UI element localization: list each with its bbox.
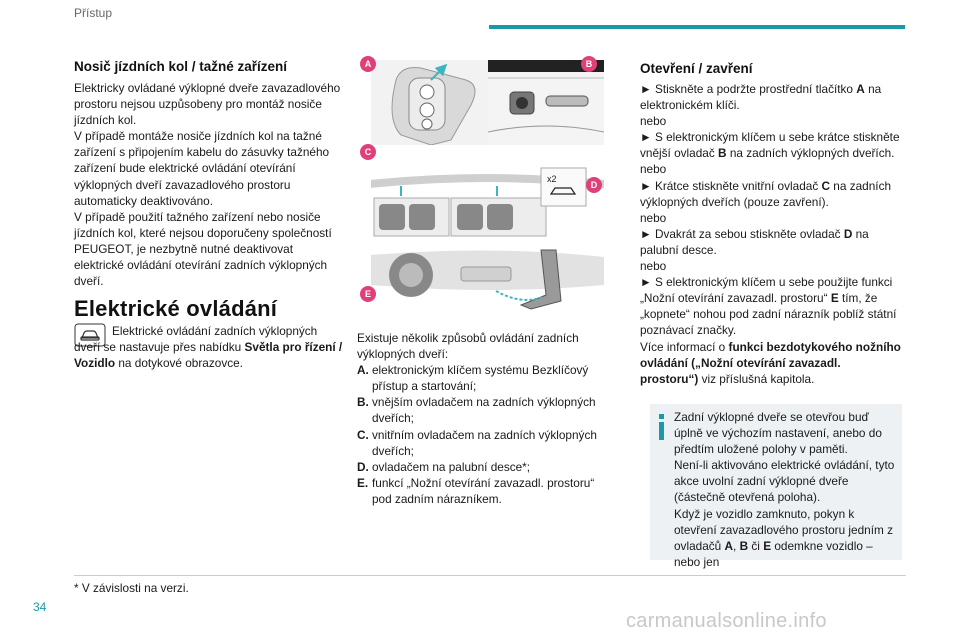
svg-text:x2: x2 (547, 174, 557, 184)
open-close-text: ► Stiskněte a podržte prostřední tlačítko A na elektronickém klíči. nebo ► S elektronickým klíčem u sebe krátce stiskněte vnější ovladač B na zadních výklopných dveřích. nebo ► Krátce stiskněte vnitřní ovladač C na zadních výklopných dveřích (pouze zavření). nebo ► Dvakrát za sebou stiskněte ovladač D na palubní desce. nebo ► S elektronickým klíčem u sebe použijte funkci „Nožní otevírání zavazadl. prostoru“ E tím, že „kopnete“ nohou pod zadní nárazník poblíž státní poznávací značky. Více informací o funkci bezdotykového nožního ovládání („Nožní otevírání zavazadl. prostoru“) viz příslušná kapitola. (640, 82, 901, 386)
electric-control-text: Elektrické ovládání zadních výklopných dveří se nastavuje přes nabídku Světla pro řízení / Vozidlo na dotykové obrazovce. (74, 324, 343, 371)
bike-carrier-para-3: V případě použití tažného zařízení nebo nosiče jízdních kol, které nejsou doporučeny společností PEUGEOT, je nezbytně nutné deaktivovat elektrické ovládání otevírání zadních výklopných dveří. (74, 209, 332, 289)
bike-carrier-text (74, 80, 342, 289)
illustration-key (371, 60, 490, 145)
control-methods-intro: Existuje několik způsobů ovládání zadních výklopných dveří: (357, 331, 579, 362)
footer-divider (74, 575, 906, 576)
callout-c: C (360, 144, 376, 160)
illustration-foot-kick (371, 245, 604, 315)
info-box (650, 404, 902, 569)
watermark: carmanualsonline.info (626, 610, 827, 632)
open-close-heading: Otevření / zavření (640, 61, 753, 76)
info-text: Zadní výklopné dveře se otevřou buď úplně ve výchozím nastavení, anebo do předtím uložené polohy v paměti. Není-li aktivováno elektrické ovládání, tyto akce uvolní zadní výklopné dveře (částečně otevřená poloha). Když je vozidlo zamknuto, pokyn k otevření zavazadlového prostoru jedním z ovladačů A, B či E odemkne vozidlo – nebo jen (674, 410, 895, 569)
callout-e: E (360, 286, 376, 302)
electric-control-heading: Elektrické ovládání (74, 296, 278, 321)
menu-path: Světla pro řízení / Vozidlo (74, 340, 343, 371)
info-icon (656, 414, 668, 440)
callout-d: D (586, 177, 602, 193)
illustration-interior-switches (371, 160, 604, 240)
page-number: 34 (33, 600, 47, 614)
header-accent-bar (489, 25, 905, 29)
bike-carrier-para-1: Elektricky ovládané výklopné dveře zavazadlového prostoru nejsou uzpůsobeny pro montáž nosiče jízdních kol. (74, 81, 341, 128)
list-item: A. elektronickým klíčem systému Bezklíčový přístup a startování; (357, 363, 589, 394)
section-label: Přístup (74, 6, 113, 20)
callout-b: B (581, 56, 597, 72)
list-item: D. ovladačem na palubní desce*; (357, 459, 531, 474)
footnote: * V závislosti na verzi. (74, 581, 189, 595)
bike-carrier-para-2: V případě montáže nosiče jízdních kol na tažné zařízení s připojením kabelu do zásuvky tažného zařízení bude elektrické ovládání otevírání výklopných dveří zavazadlového prostoru automaticky deaktivováno. (74, 129, 330, 208)
control-methods-list (357, 362, 609, 507)
callout-a: A (360, 56, 376, 72)
bike-carrier-heading: Nosič jízdních kol / tažné zařízení (74, 59, 288, 74)
list-item: E. funkcí „Nožní otevírání zavazadl. prostoru“ pod zadním nárazníkem. (357, 475, 595, 506)
list-item: B. vnějším ovladačem na zadních výklopných dveřích; (357, 395, 596, 426)
list-item: C. vnitřním ovladačem na zadních výklopných dveřích; (357, 427, 597, 458)
control-methods-text (357, 330, 609, 507)
illustration-exterior-switch (488, 60, 604, 145)
